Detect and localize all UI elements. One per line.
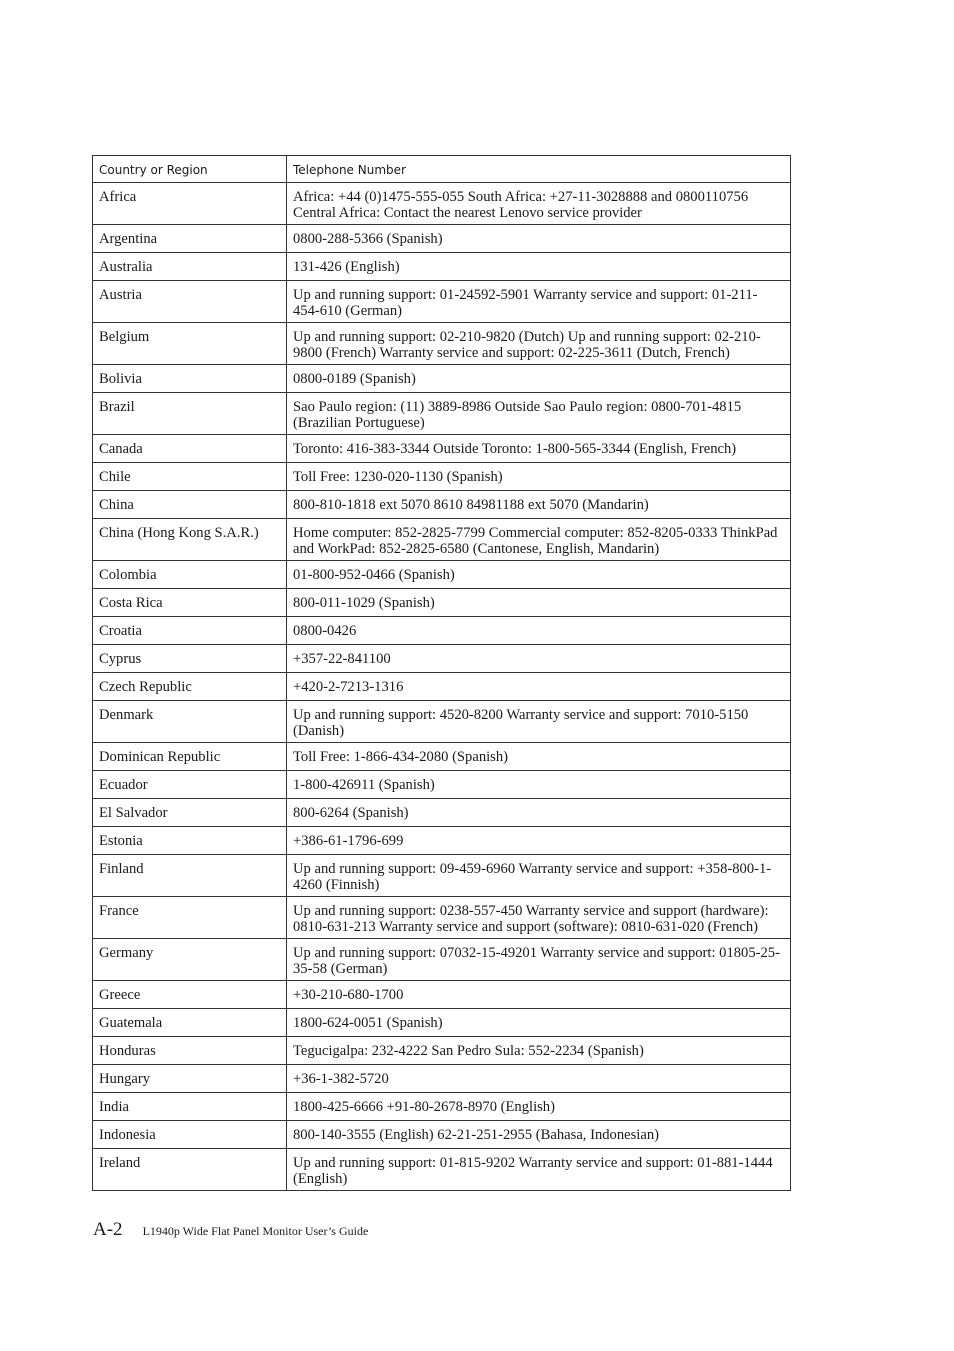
phone-cell: 800-140-3555 (English) 62-21-251-2955 (Bahasa, Indonesian) (287, 1121, 791, 1149)
table-row (93, 1065, 791, 1093)
phone-cell: Up and running support: 07032-15-49201 Warranty service and support: 01805-25-35-58 (German) (287, 939, 791, 981)
country-cell: Colombia (93, 561, 287, 589)
table-row (93, 1121, 791, 1149)
country-cell: Canada (93, 435, 287, 463)
table-row (93, 393, 791, 435)
country-cell: Croatia (93, 617, 287, 645)
phone-cell: +30-210-680-1700 (287, 981, 791, 1009)
country-cell: Estonia (93, 827, 287, 855)
table-row (93, 463, 791, 491)
table-row (93, 589, 791, 617)
table-row (93, 701, 791, 743)
page-footer (93, 1219, 368, 1243)
table-row (93, 897, 791, 939)
table-row (93, 253, 791, 281)
table-row (93, 561, 791, 589)
column-header-country: Country or Region (93, 156, 287, 183)
phone-cell: Home computer: 852-2825-7799 Commercial computer: 852-8205-0333 ThinkPad and WorkPad: 852-2825-6580 (Cantonese, English, Mandarin) (287, 519, 791, 561)
phone-cell: Up and running support: 4520-8200 Warranty service and support: 7010-5150 (Danish) (287, 701, 791, 743)
table-row (93, 281, 791, 323)
country-cell: Czech Republic (93, 673, 287, 701)
phone-cell: Toll Free: 1230-020-1130 (Spanish) (287, 463, 791, 491)
country-cell: Ireland (93, 1149, 287, 1191)
phone-cell: Africa: +44 (0)1475-555-055 South Africa: +27-11-3028888 and 0800110756 Central Africa: Contact the nearest Lenovo service provider (287, 183, 791, 225)
country-cell: Honduras (93, 1037, 287, 1065)
country-cell: China (Hong Kong S.A.R.) (93, 519, 287, 561)
country-cell: Germany (93, 939, 287, 981)
phone-cell: Up and running support: 01-815-9202 Warranty service and support: 01-881-1444 (English) (287, 1149, 791, 1191)
country-cell: France (93, 897, 287, 939)
table-row (93, 743, 791, 771)
country-cell: Greece (93, 981, 287, 1009)
table-row (93, 519, 791, 561)
phone-cell: 0800-0426 (287, 617, 791, 645)
table-row (93, 645, 791, 673)
phone-cell: Tegucigalpa: 232-4222 San Pedro Sula: 552-2234 (Spanish) (287, 1037, 791, 1065)
guide-title: L1940p Wide Flat Panel Monitor User’s Guide (142, 1224, 369, 1238)
phone-cell: 1800-624-0051 (Spanish) (287, 1009, 791, 1037)
support-phone-table (92, 155, 791, 1191)
table-row (93, 491, 791, 519)
table-row (93, 673, 791, 701)
country-cell: Africa (93, 183, 287, 225)
phone-cell: 01-800-952-0466 (Spanish) (287, 561, 791, 589)
phone-cell: 800-810-1818 ext 5070 8610 84981188 ext 5070 (Mandarin) (287, 491, 791, 519)
phone-cell: Toronto: 416-383-3344 Outside Toronto: 1-800-565-3344 (English, French) (287, 435, 791, 463)
country-cell: China (93, 491, 287, 519)
phone-cell: +386-61-1796-699 (287, 827, 791, 855)
country-cell: Guatemala (93, 1009, 287, 1037)
country-cell: Finland (93, 855, 287, 897)
phone-cell: Up and running support: 02-210-9820 (Dutch) Up and running support: 02-210-9800 (French) Warranty service and support: 02-225-3611 (Dutch, French) (287, 323, 791, 365)
phone-cell: 1-800-426911 (Spanish) (287, 771, 791, 799)
table-row (93, 1093, 791, 1121)
phone-cell: 800-011-1029 (Spanish) (287, 589, 791, 617)
table-row (93, 799, 791, 827)
table-row (93, 617, 791, 645)
page-number: A-2 (93, 1219, 123, 1240)
table-row (93, 225, 791, 253)
country-cell: Ecuador (93, 771, 287, 799)
country-cell: Chile (93, 463, 287, 491)
phone-cell: +357-22-841100 (287, 645, 791, 673)
country-cell: Austria (93, 281, 287, 323)
country-cell: Costa Rica (93, 589, 287, 617)
column-header-phone: Telephone Number (287, 156, 791, 183)
country-cell: Bolivia (93, 365, 287, 393)
country-cell: Indonesia (93, 1121, 287, 1149)
table-row (93, 323, 791, 365)
country-cell: India (93, 1093, 287, 1121)
table-row (93, 939, 791, 981)
table-row (93, 1149, 791, 1191)
country-cell: Belgium (93, 323, 287, 365)
country-cell: El Salvador (93, 799, 287, 827)
phone-cell: Up and running support: 0238-557-450 Warranty service and support (hardware): 0810-631-213 Warranty service and support (software): 0810-631-020 (French) (287, 897, 791, 939)
table-body (93, 183, 791, 1191)
table-row (93, 365, 791, 393)
phone-cell: 800-6264 (Spanish) (287, 799, 791, 827)
phone-cell: Up and running support: 09-459-6960 Warranty service and support: +358-800-1-4260 (Finnish) (287, 855, 791, 897)
phone-cell: 1800-425-6666 +91-80-2678-8970 (English) (287, 1093, 791, 1121)
table-row (93, 855, 791, 897)
phone-cell: Toll Free: 1-866-434-2080 (Spanish) (287, 743, 791, 771)
country-cell: Argentina (93, 225, 287, 253)
phone-cell: 131-426 (English) (287, 253, 791, 281)
country-cell: Denmark (93, 701, 287, 743)
table-row (93, 1037, 791, 1065)
table-row (93, 1009, 791, 1037)
phone-cell: +420-2-7213-1316 (287, 673, 791, 701)
table-row (93, 435, 791, 463)
country-cell: Brazil (93, 393, 287, 435)
phone-cell: Sao Paulo region: (11) 3889-8986 Outside Sao Paulo region: 0800-701-4815 (Brazilian Portuguese) (287, 393, 791, 435)
table-row (93, 771, 791, 799)
table-row (93, 183, 791, 225)
phone-cell: +36-1-382-5720 (287, 1065, 791, 1093)
country-cell: Hungary (93, 1065, 287, 1093)
phone-cell: Up and running support: 01-24592-5901 Warranty service and support: 01-211-454-610 (German) (287, 281, 791, 323)
table-header-row (93, 156, 791, 183)
table-row (93, 981, 791, 1009)
country-cell: Australia (93, 253, 287, 281)
country-cell: Dominican Republic (93, 743, 287, 771)
table-row (93, 827, 791, 855)
country-cell: Cyprus (93, 645, 287, 673)
phone-cell: 0800-288-5366 (Spanish) (287, 225, 791, 253)
phone-cell: 0800-0189 (Spanish) (287, 365, 791, 393)
